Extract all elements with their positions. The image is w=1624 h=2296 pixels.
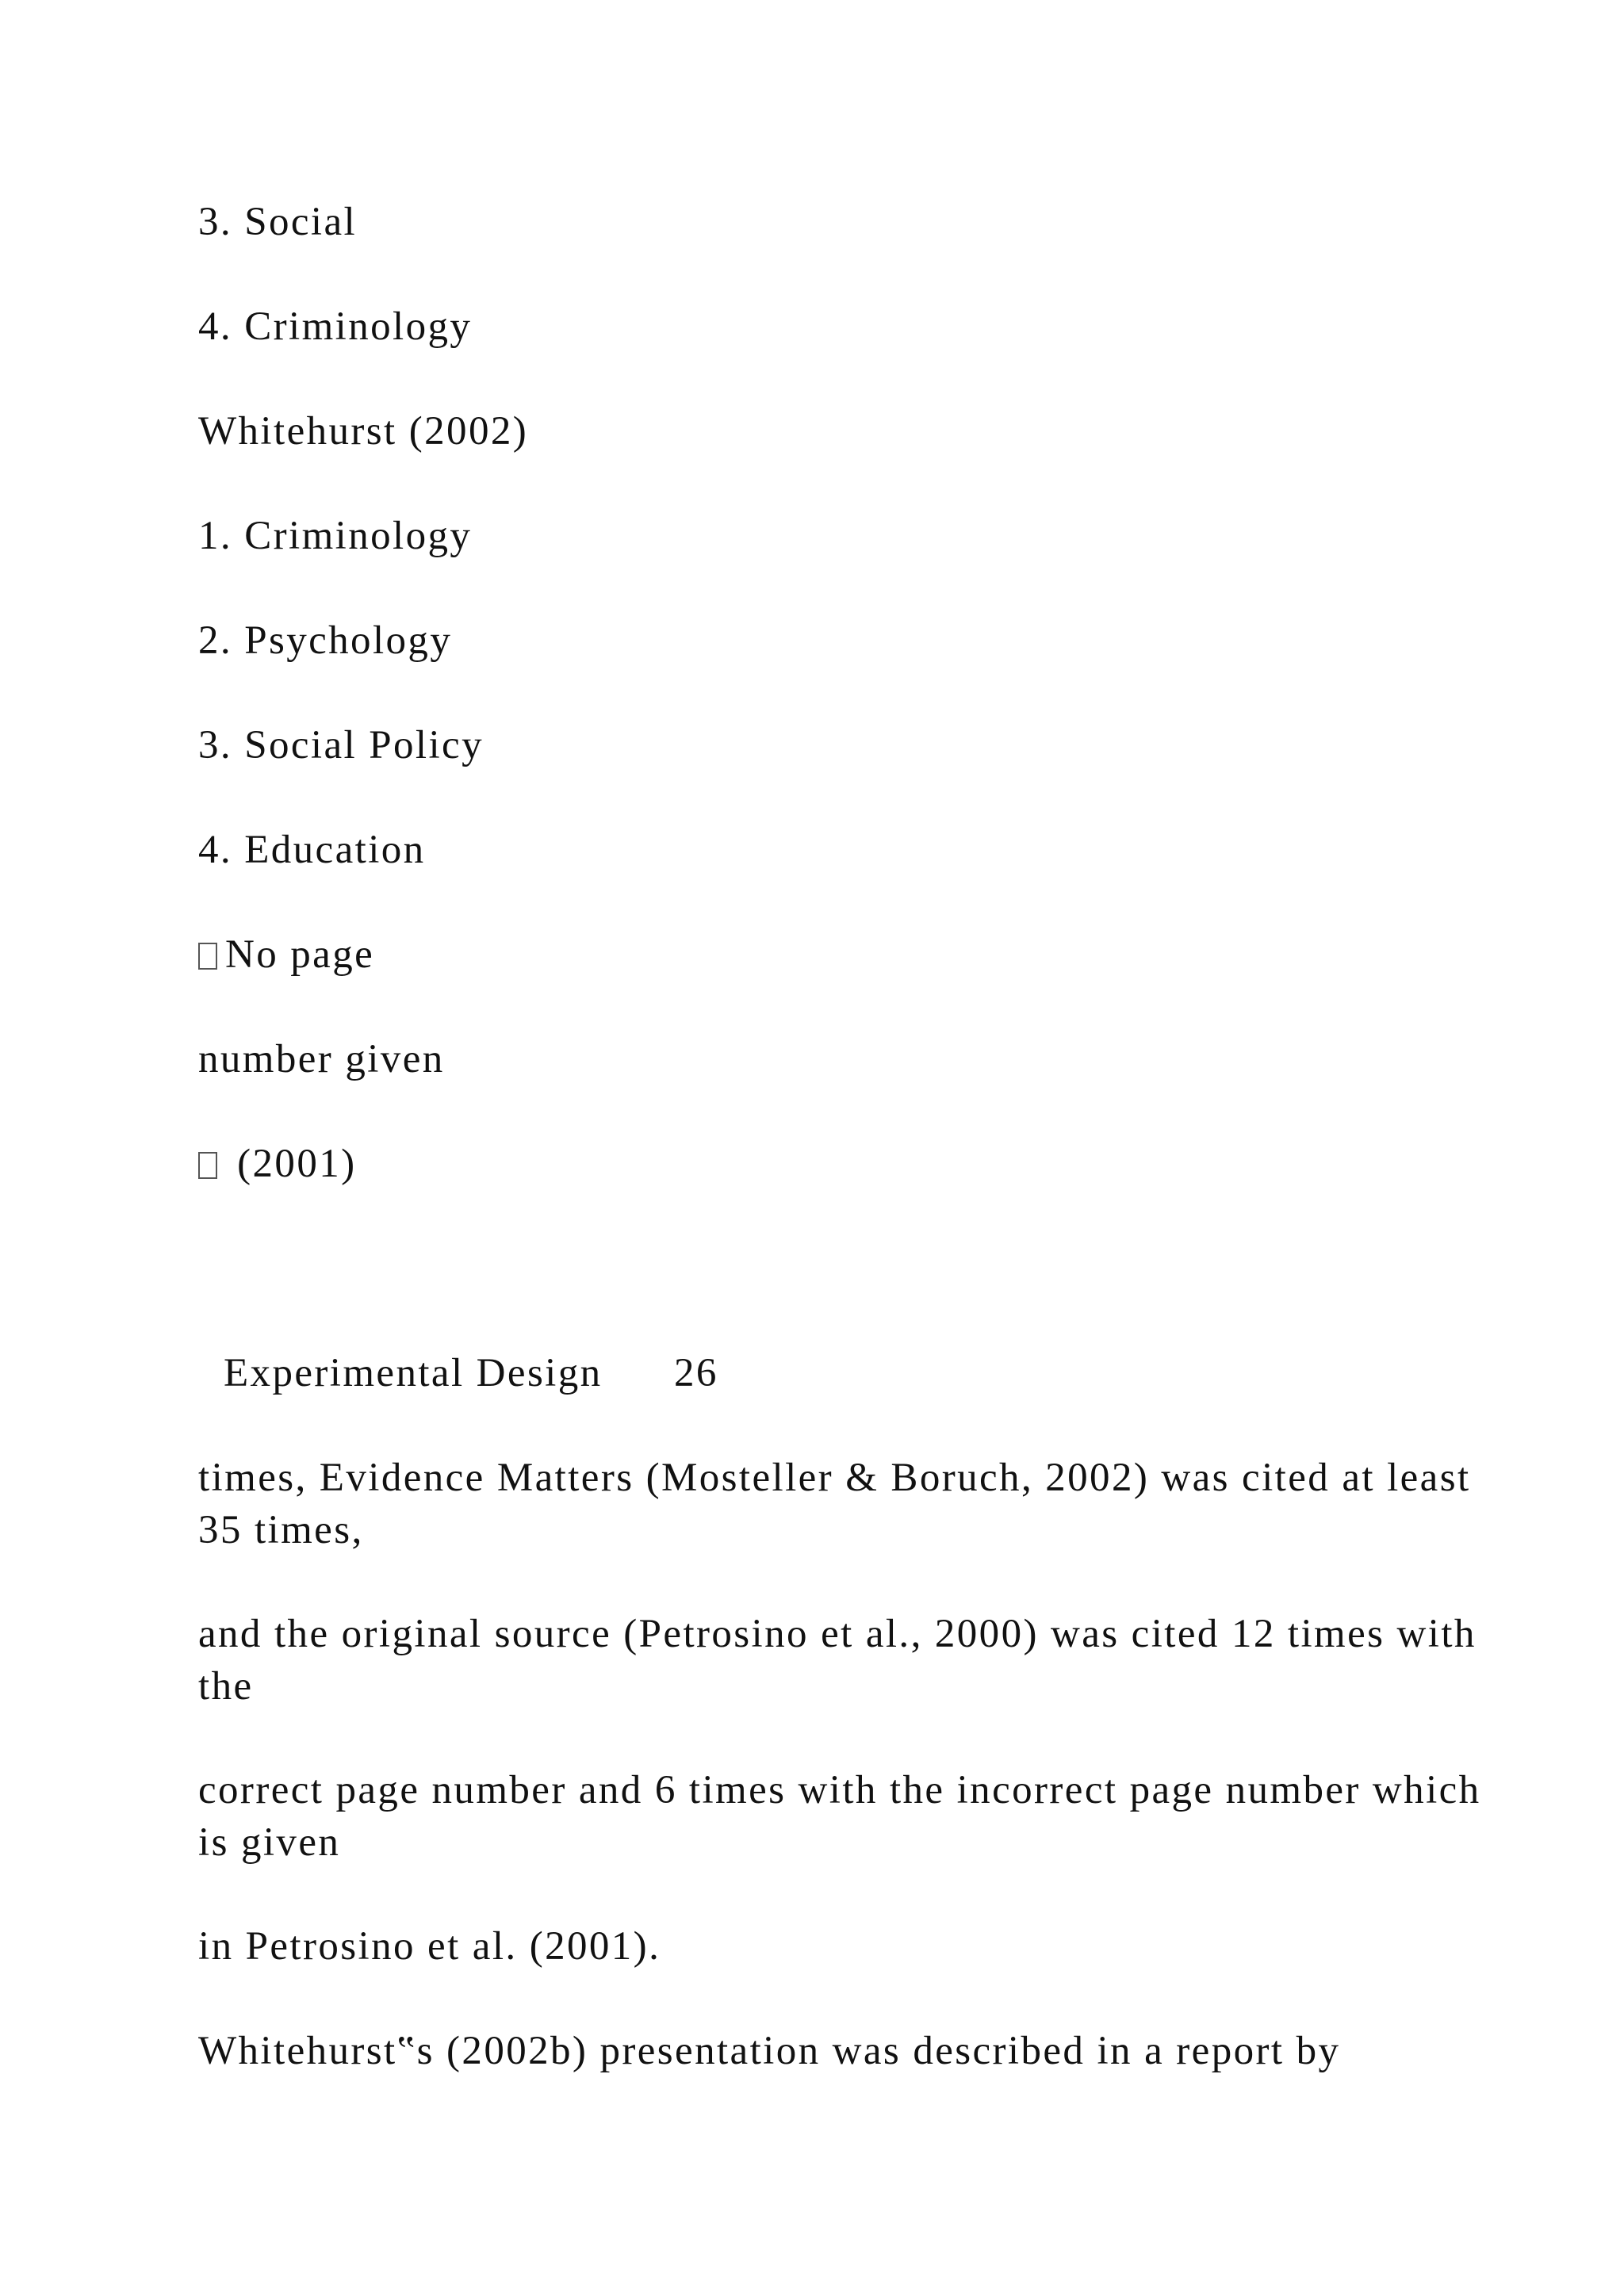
list-item: 3. Social xyxy=(198,200,358,244)
note-line xyxy=(198,928,374,981)
note-text: No page xyxy=(225,932,375,977)
list-item: 4. Criminology xyxy=(198,304,473,349)
body-paragraph: in Petrosino et al. (2001). xyxy=(198,1924,661,1969)
list-item: 3. Social Policy xyxy=(198,723,484,767)
missing-glyph-icon xyxy=(198,943,217,970)
list-heading: Whitehurst (2002) xyxy=(198,409,529,453)
running-header-title: Experimental Design xyxy=(224,1351,603,1395)
note-text: (2001) xyxy=(225,1142,357,1186)
list-item: 2. Psychology xyxy=(198,618,453,663)
note-line xyxy=(198,1138,357,1190)
list-item: 4. Education xyxy=(198,828,426,872)
note-line: number given xyxy=(198,1037,445,1081)
running-header-page-number: 26 xyxy=(674,1351,718,1395)
body-paragraph: and the original source (Petrosino et al., 2000) was cited 12 times with the xyxy=(198,1612,1477,1709)
body-paragraph: correct page number and 6 times with the incorrect page number which is given xyxy=(198,1768,1481,1865)
body-paragraph: Whitehurst‟s (2002b) presentation was described in a report by xyxy=(198,2029,1341,2073)
list-item: 1. Criminology xyxy=(198,514,473,558)
body-paragraph: times, Evidence Matters (Mosteller & Boruch, 2002) was cited at least 35 times, xyxy=(198,1456,1471,1552)
missing-glyph-icon xyxy=(198,1152,217,1179)
